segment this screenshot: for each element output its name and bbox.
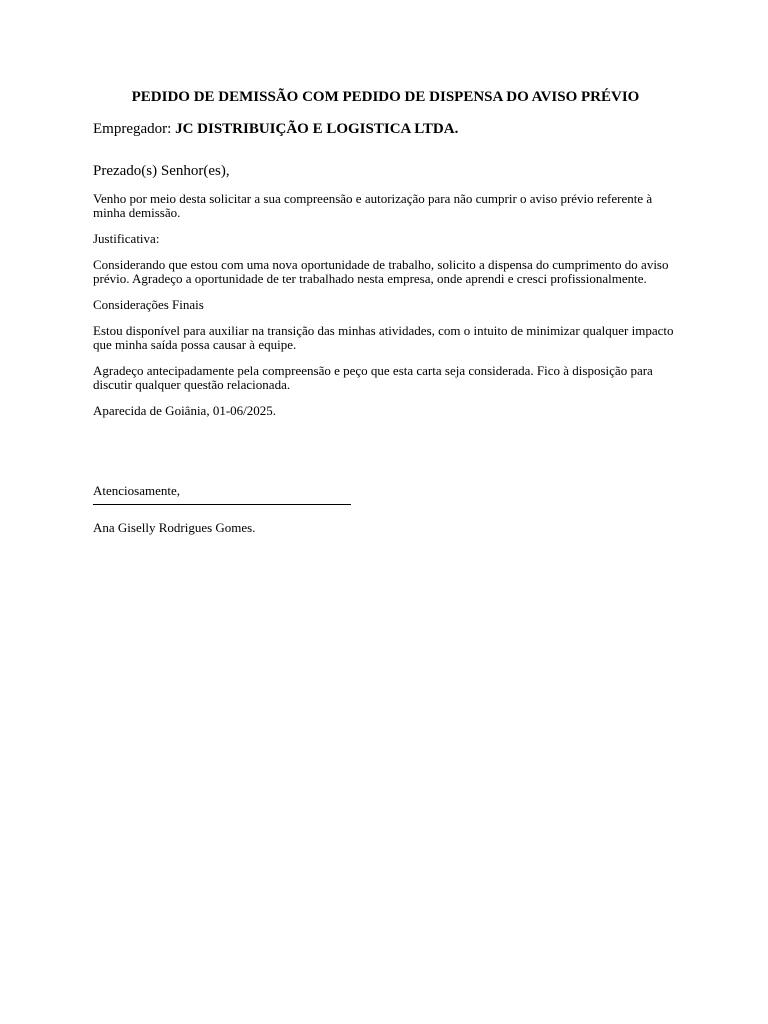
closing-block bbox=[93, 484, 678, 535]
employer-name: JC DISTRIBUIÇÃO E LOGISTICA LTDA. bbox=[175, 121, 459, 137]
employer-label: Empregador: bbox=[93, 121, 176, 137]
paragraph-justification: Considerando que estou com uma nova oportunidade de trabalho, solicito a dispensa do cumprimento do aviso prévio. Agradeço a oportunidade de ter trabalhado nesta empresa, onde aprendi e cresci profissionalmente. bbox=[93, 257, 669, 286]
salutation: Prezado(s) Senhor(es), bbox=[93, 163, 230, 179]
signer-name: Ana Giselly Rodrigues Gomes. bbox=[93, 520, 256, 535]
employer-line bbox=[93, 120, 678, 138]
heading-final-considerations: Considerações Finais bbox=[93, 297, 204, 312]
paragraph-request: Venho por meio desta solicitar a sua compreensão e autorização para não cumprir o aviso prévio referente à minha demissão. bbox=[93, 191, 653, 220]
closing-text: Atenciosamente, bbox=[93, 483, 180, 498]
document-title: PEDIDO DE DEMISSÃO COM PEDIDO DE DISPENSA DO AVISO PRÉVIO bbox=[131, 89, 640, 105]
paragraph-availability: Estou disponível para auxiliar na transição das minhas atividades, com o intuito de minimizar qualquer impacto que minha saída possa causar à equipe. bbox=[93, 323, 674, 352]
heading-justification: Justificativa: bbox=[93, 231, 160, 246]
signature-line bbox=[93, 504, 351, 505]
paragraph-thanks: Agradeço antecipadamente pela compreensão e peço que esta carta seja considerada. Fico à disposição para discutir qualquer questão relacionada. bbox=[93, 363, 653, 392]
place-and-date: Aparecida de Goiânia, 01-06/2025. bbox=[93, 403, 277, 418]
document-page bbox=[93, 88, 678, 535]
